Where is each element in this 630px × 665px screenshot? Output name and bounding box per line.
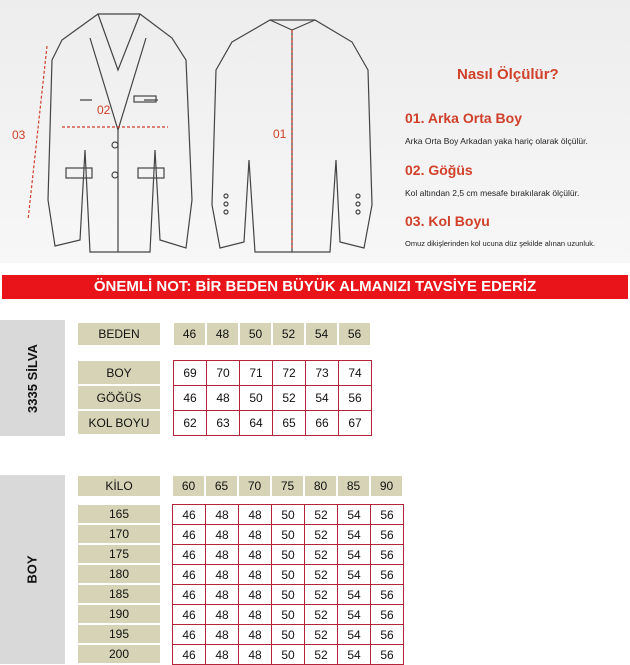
table-cell: 56 (370, 524, 404, 545)
table-cell: 56 (370, 624, 404, 645)
label-02: 02 (97, 103, 111, 117)
table-cell: 52 (272, 385, 306, 411)
table-cell: 48 (238, 544, 272, 565)
table-cell: 56 (370, 604, 404, 625)
table-cell: 56 (370, 644, 404, 665)
table-cell: 48 (238, 504, 272, 525)
weight-header: 90 (370, 475, 403, 497)
table-cell: 48 (238, 524, 272, 545)
table-cell: 52 (304, 564, 338, 585)
table-cell: 54 (337, 544, 371, 565)
table-cell: 46 (172, 524, 206, 545)
height-label: 165 (77, 504, 161, 524)
item-title-02: 02. Göğüs (405, 162, 473, 178)
table-cell: 54 (337, 584, 371, 605)
table-cell: 54 (337, 564, 371, 585)
table-cell: 48 (205, 604, 239, 625)
table-cell: 46 (173, 385, 207, 411)
notice-banner: ÖNEMLİ NOT: BİR BEDEN BÜYÜK ALMANIZI TAVSİYE EDERİZ (2, 275, 628, 299)
item-desc-03: Omuz dikişlerinden kol ucuna düz şekilde alınan uzunluk. (405, 239, 596, 248)
height-label: 175 (77, 544, 161, 564)
table-cell: 48 (206, 385, 240, 411)
item-title-01: 01. Arka Orta Boy (405, 110, 522, 126)
height-label: 185 (77, 584, 161, 604)
table-cell: 52 (304, 584, 338, 605)
weight-header: 70 (238, 475, 271, 497)
table-cell: 48 (205, 524, 239, 545)
table-cell: 54 (305, 385, 339, 411)
table-cell: 65 (272, 410, 306, 436)
jacket-illustration (0, 0, 630, 263)
table-cell: 52 (304, 544, 338, 565)
table-cell: 52 (304, 644, 338, 665)
table-cell: 69 (173, 360, 207, 386)
table-cell: 74 (338, 360, 372, 386)
height-label: 180 (77, 564, 161, 584)
size-header: 54 (305, 322, 338, 346)
table-cell: 46 (172, 624, 206, 645)
height-label: 200 (77, 644, 161, 664)
item-desc-01: Arka Orta Boy Arkadan yaka hariç olarak ölçülür. (405, 136, 588, 146)
row-label: KOL BOYU (77, 410, 161, 435)
table-cell: 73 (305, 360, 339, 386)
table-cell: 50 (271, 504, 305, 525)
table-cell: 50 (271, 624, 305, 645)
table-cell: 48 (238, 584, 272, 605)
weight-header: 65 (205, 475, 238, 497)
height-label: 170 (77, 524, 161, 544)
measurement-guide (0, 0, 630, 263)
table-cell: 70 (206, 360, 240, 386)
weight-header: 75 (271, 475, 304, 497)
table-cell: 67 (338, 410, 372, 436)
size-header: 46 (173, 322, 206, 346)
how-to-title: Nasıl Ölçülür? (457, 66, 559, 83)
table-cell: 54 (337, 604, 371, 625)
table-cell: 56 (370, 584, 404, 605)
table-cell: 50 (271, 604, 305, 625)
item-title-03: 03. Kol Boyu (405, 213, 490, 229)
table-cell: 56 (370, 504, 404, 525)
table-cell: 48 (205, 584, 239, 605)
weight-header: 85 (337, 475, 370, 497)
height-label: 190 (77, 604, 161, 624)
height-side-label: BOY (0, 475, 65, 664)
table-cell: 54 (337, 644, 371, 665)
table-cell: 48 (205, 544, 239, 565)
table-cell: 52 (304, 604, 338, 625)
table-cell: 46 (172, 644, 206, 665)
weight-header: 80 (304, 475, 337, 497)
table-cell: 54 (337, 504, 371, 525)
table-cell: 50 (271, 544, 305, 565)
table-cell: 48 (205, 624, 239, 645)
table-cell: 48 (205, 644, 239, 665)
table-cell: 46 (172, 504, 206, 525)
size-header: 50 (239, 322, 272, 346)
table-cell: 62 (173, 410, 207, 436)
table-cell: 50 (271, 584, 305, 605)
size-header: 52 (272, 322, 305, 346)
table-cell: 66 (305, 410, 339, 436)
table-cell: 48 (238, 564, 272, 585)
table-cell: 52 (304, 524, 338, 545)
table-cell: 48 (205, 564, 239, 585)
row-label: BOY (77, 360, 161, 385)
table-cell: 63 (206, 410, 240, 436)
table-cell: 50 (239, 385, 273, 411)
height-label: 195 (77, 624, 161, 644)
row-label: GÖĞÜS (77, 385, 161, 410)
label-03: 03 (12, 128, 26, 142)
table-cell: 46 (172, 544, 206, 565)
table-cell: 48 (205, 504, 239, 525)
kilo-header: KİLO (77, 475, 161, 497)
size-header: 56 (338, 322, 371, 346)
table-cell: 48 (238, 644, 272, 665)
label-01: 01 (273, 127, 287, 141)
table-cell: 50 (271, 644, 305, 665)
table-cell: 52 (304, 624, 338, 645)
beden-header: BEDEN (77, 322, 161, 346)
table-cell: 72 (272, 360, 306, 386)
table-cell: 56 (370, 544, 404, 565)
table-cell: 50 (271, 564, 305, 585)
size-header: 48 (206, 322, 239, 346)
item-desc-02: Kol altından 2,5 cm mesafe bırakılarak ölçülür. (405, 188, 580, 198)
table-cell: 54 (337, 624, 371, 645)
table-cell: 48 (238, 624, 272, 645)
table-cell: 48 (238, 604, 272, 625)
product-side-label: 3335 SİLVA (0, 320, 65, 436)
table-cell: 56 (338, 385, 372, 411)
weight-header: 60 (172, 475, 205, 497)
table-cell: 54 (337, 524, 371, 545)
table-cell: 64 (239, 410, 273, 436)
table-cell: 46 (172, 564, 206, 585)
table-cell: 46 (172, 604, 206, 625)
table-cell: 71 (239, 360, 273, 386)
table-cell: 56 (370, 564, 404, 585)
table-cell: 50 (271, 524, 305, 545)
table-cell: 52 (304, 504, 338, 525)
table-cell: 46 (172, 584, 206, 605)
